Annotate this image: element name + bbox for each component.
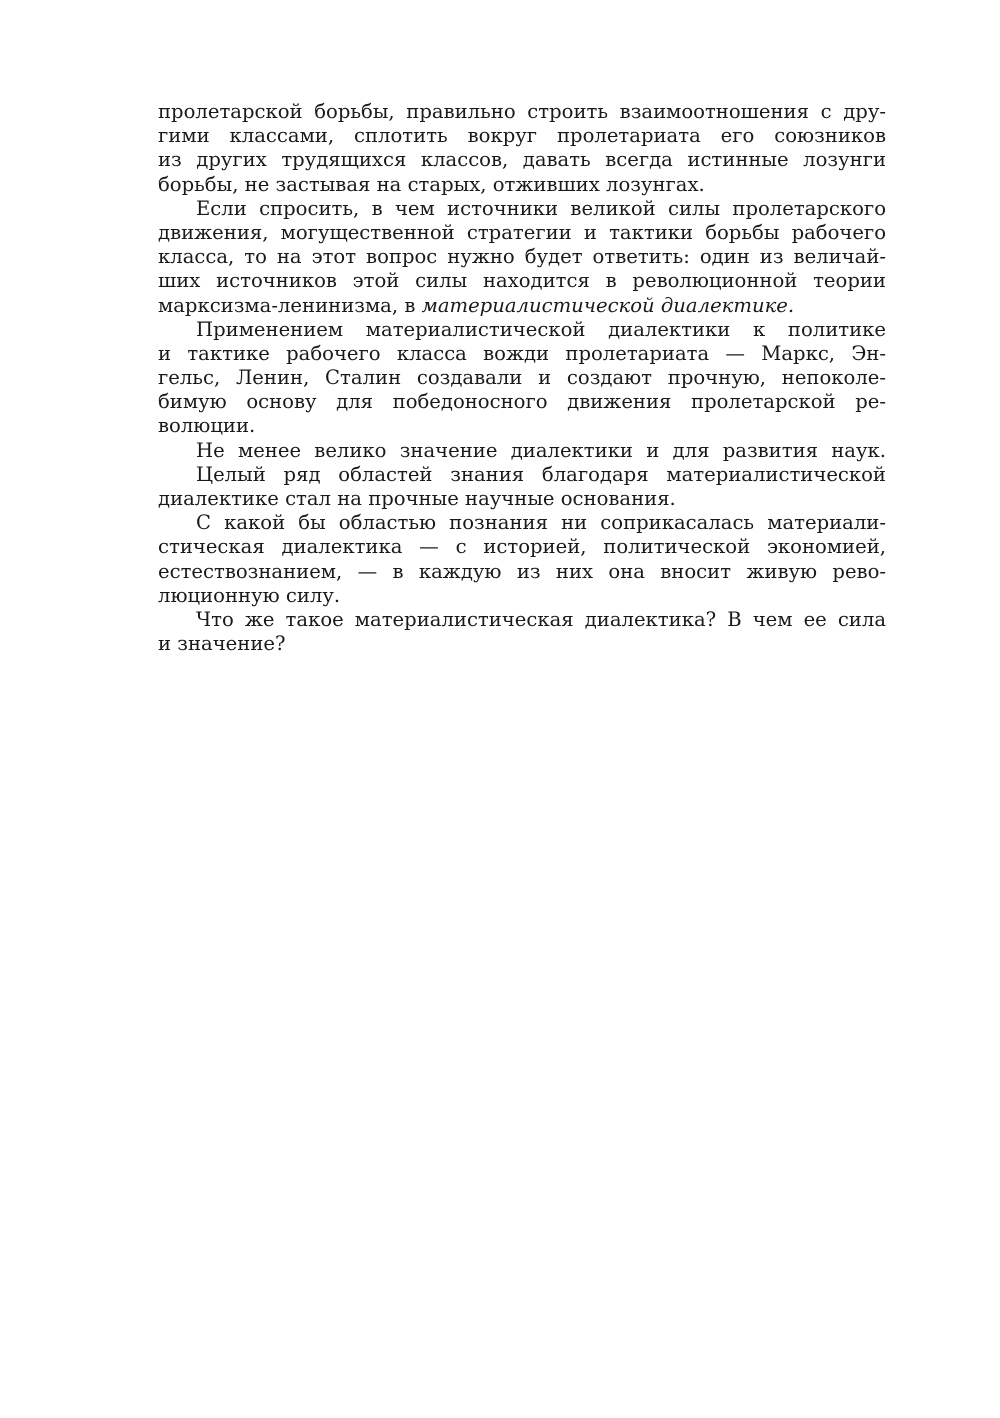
paragraph	[158, 318, 886, 439]
text-line: Применением материалистической диалектики к политике	[196, 317, 886, 341]
paragraph	[158, 608, 886, 656]
text-line: пролетарской борьбы, правильно строить взаимоотношения с дру-	[158, 100, 886, 123]
text-line: из других трудящихся классов, давать всегда истинные лозунги	[158, 148, 886, 172]
text-line: Целый ряд областей знания благодаря материалистической	[196, 462, 886, 486]
text-line: и значение?	[158, 632, 286, 656]
text-line: люционную силу.	[158, 583, 341, 607]
text-line: гельс, Ленин, Сталин создавали и создают прочную, непоколе-	[158, 366, 886, 390]
body-text	[158, 100, 886, 656]
text-line: стическая диалектика — с историей, политической экономией,	[158, 535, 886, 559]
text-line: Что же такое материалистическая диалектика? В чем ее сила	[196, 607, 886, 631]
paragraph	[158, 197, 886, 318]
text-line: движения, могущественной стратегии и тактики борьбы рабочего	[158, 220, 886, 244]
text-line: естествознанием, — в каждую из них она вносит живую рево-	[158, 559, 886, 583]
paragraph	[158, 511, 886, 608]
paragraph	[158, 439, 886, 463]
text-line: ших источников этой силы находится в революционной теории	[158, 269, 886, 293]
text-line	[158, 294, 886, 318]
text-line: борьбы, не застывая на старых, отживших лозунгах.	[158, 172, 705, 196]
text-line: Не менее велико значение диалектики и для развития наук.	[196, 438, 886, 462]
text-line: класса, то на этот вопрос нужно будет ответить: один из величай-	[158, 245, 886, 269]
paragraph	[158, 100, 886, 197]
text-line: и тактике рабочего класса вожди пролетариата — Маркс, Эн-	[158, 341, 886, 365]
text-line: Если спросить, в чем источники великой силы пролетарского	[196, 196, 886, 220]
text-line: гими классами, сплотить вокруг пролетариата его союзников	[158, 124, 886, 148]
text-line: волюции.	[158, 414, 256, 438]
text-line: бимую основу для победоносного движения пролетарской ре-	[158, 390, 886, 414]
emphasis-text: материалистической диалектике.	[421, 293, 795, 317]
paragraph	[158, 463, 886, 511]
text-segment: марксизма-ленинизма, в	[158, 293, 422, 317]
text-line: диалектике стал на прочные научные основания.	[158, 487, 676, 510]
text-line: С какой бы областью познания ни соприкасалась материали-	[196, 511, 886, 535]
